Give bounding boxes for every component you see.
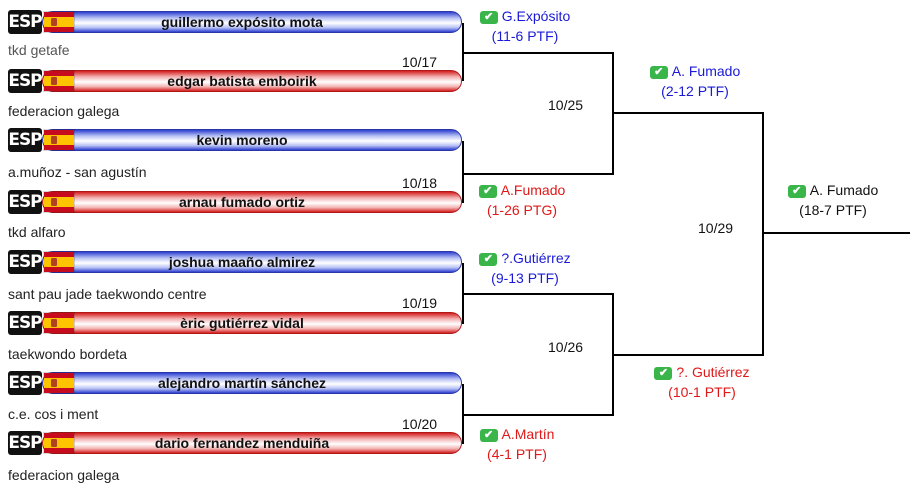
athlete-club: c.e. cos i ment bbox=[8, 406, 99, 422]
athlete-name: alejandro martín sánchez bbox=[157, 375, 327, 391]
match-date: 10/20 bbox=[402, 416, 438, 432]
check-icon: ✔ bbox=[480, 11, 498, 24]
check-icon: ✔ bbox=[654, 367, 672, 380]
spain-flag-icon bbox=[44, 433, 74, 453]
winner-name: ?.Gutiérrez bbox=[501, 250, 571, 266]
spain-flag-icon bbox=[44, 130, 74, 150]
check-icon: ✔ bbox=[788, 185, 806, 198]
country-code-badge: ESP bbox=[8, 71, 42, 91]
athlete-bar[interactable] bbox=[42, 251, 462, 273]
country-code-badge: ESP bbox=[8, 252, 42, 272]
bracket-connector bbox=[462, 414, 614, 416]
match-score: (9-13 PTF) bbox=[491, 270, 559, 286]
athlete-club: a.muñoz - san agustín bbox=[8, 164, 147, 180]
athlete-club: tkd alfaro bbox=[8, 224, 66, 240]
check-icon: ✔ bbox=[480, 429, 498, 442]
bracket-connector bbox=[462, 293, 614, 295]
athlete-club: taekwondo bordeta bbox=[8, 346, 128, 362]
winner-name: G.Expósito bbox=[501, 8, 571, 24]
athlete-bar[interactable] bbox=[42, 432, 462, 454]
athlete-club: federacion galega bbox=[8, 103, 120, 119]
match-date: 10/26 bbox=[548, 339, 584, 355]
winner-name: A.Fumado bbox=[500, 182, 566, 198]
match-result[interactable] bbox=[462, 424, 572, 464]
winner-name: A. Fumado bbox=[809, 182, 879, 198]
spain-flag-icon bbox=[44, 12, 74, 32]
athlete-bar[interactable] bbox=[42, 70, 462, 92]
match-result[interactable] bbox=[462, 180, 582, 220]
athlete-bar[interactable] bbox=[42, 191, 462, 213]
spain-flag-icon bbox=[44, 313, 74, 333]
match-result[interactable] bbox=[462, 6, 588, 46]
bracket-connector bbox=[462, 52, 614, 54]
match-score: (4-1 PTF) bbox=[487, 446, 547, 462]
spain-flag-icon bbox=[44, 373, 74, 393]
final-result[interactable] bbox=[766, 180, 900, 220]
match-date: 10/25 bbox=[548, 97, 584, 113]
country-code-badge: ESP bbox=[8, 12, 42, 32]
match-score: (1-26 PTG) bbox=[486, 202, 557, 218]
athlete-name: guillermo expósito mota bbox=[161, 14, 323, 30]
match-score: (10-1 PTF) bbox=[668, 384, 736, 400]
bracket-connector bbox=[762, 112, 764, 356]
match-date: 10/29 bbox=[698, 220, 734, 236]
bracket-connector bbox=[612, 354, 764, 356]
match-date: 10/17 bbox=[402, 54, 438, 70]
athlete-bar[interactable] bbox=[42, 372, 462, 394]
match-date: 10/18 bbox=[402, 175, 438, 191]
match-score: (11-6 PTF) bbox=[491, 28, 559, 44]
bracket-connector bbox=[612, 112, 764, 114]
match-result[interactable] bbox=[462, 248, 588, 288]
athlete-name: joshua maaño almirez bbox=[168, 254, 316, 270]
spain-flag-icon bbox=[44, 192, 74, 212]
athlete-bar[interactable] bbox=[42, 312, 462, 334]
country-code-badge: ESP bbox=[8, 433, 42, 453]
winner-name: A. Fumado bbox=[671, 63, 741, 79]
match-result[interactable] bbox=[632, 362, 772, 402]
country-code-badge: ESP bbox=[8, 313, 42, 333]
athlete-club: tkd getafe bbox=[8, 42, 70, 58]
athlete-bar[interactable] bbox=[42, 129, 462, 151]
athlete-club: sant pau jade taekwondo centre bbox=[8, 286, 207, 302]
country-code-badge: ESP bbox=[8, 373, 42, 393]
athlete-name: edgar batista emboirik bbox=[167, 73, 317, 89]
match-score: (2-12 PTF) bbox=[661, 83, 729, 99]
country-code-badge: ESP bbox=[8, 130, 42, 150]
match-date: 10/19 bbox=[402, 295, 438, 311]
match-result[interactable] bbox=[632, 61, 758, 101]
athlete-club: federacion galega bbox=[8, 467, 120, 483]
athlete-name: arnau fumado ortiz bbox=[178, 194, 305, 210]
athlete-name: èric gutiérrez vidal bbox=[180, 315, 304, 331]
athlete-bar[interactable] bbox=[42, 11, 462, 33]
check-icon: ✔ bbox=[479, 185, 497, 198]
match-score: (18-7 PTF) bbox=[799, 202, 867, 218]
athlete-name: kevin moreno bbox=[196, 132, 288, 148]
winner-name: ?. Gutiérrez bbox=[676, 364, 750, 380]
bracket-connector bbox=[762, 232, 910, 234]
winner-name: A.Martín bbox=[501, 426, 555, 442]
bracket-connector bbox=[462, 173, 614, 175]
spain-flag-icon bbox=[44, 252, 74, 272]
check-icon: ✔ bbox=[650, 66, 668, 79]
athlete-name: dario fernandez menduiña bbox=[154, 435, 330, 451]
check-icon: ✔ bbox=[479, 253, 497, 266]
country-code-badge: ESP bbox=[8, 192, 42, 212]
spain-flag-icon bbox=[44, 71, 74, 91]
